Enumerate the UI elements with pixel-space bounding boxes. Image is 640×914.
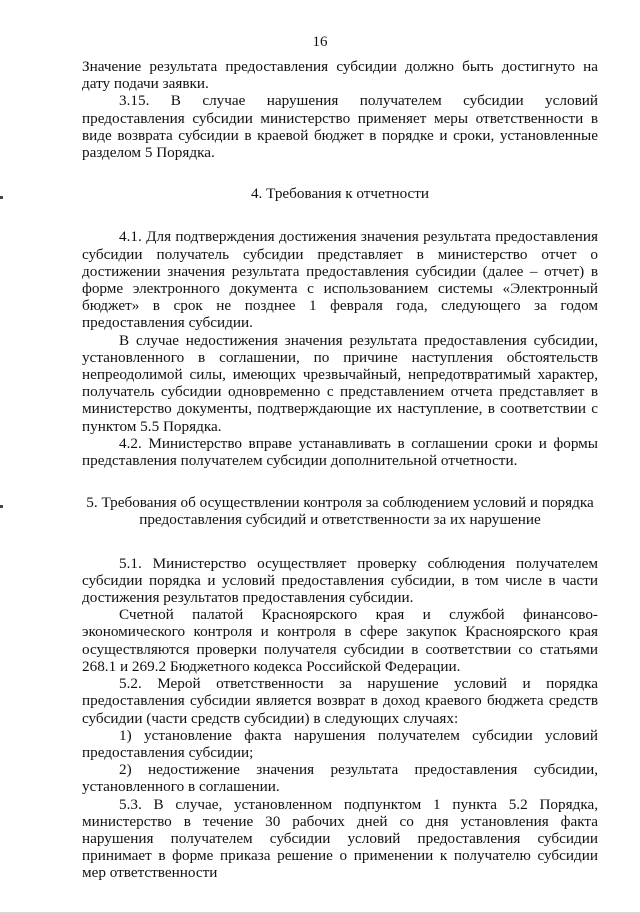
paragraph: 5.2. Мерой ответственности за нарушение условий и порядка предоставления субсидии является возврат в доход краевого бюджета средств субсидии (части средств субсидии) в следующих случаях:	[82, 675, 598, 727]
paragraph: Счетной палатой Красноярского края и службой финансово-экономического контроля и контроля в сфере закупок Красноярского края осуществляются проверки получателя субсидии в соответствии со статьями 268.1 и 269.2 Бюджетного кодекса Российской Федерации.	[82, 606, 598, 675]
list-item: 1) установление факта нарушения получателем субсидии условий предоставления субсидии;	[82, 726, 598, 761]
paragraph: В случае недостижения значения результата предоставления субсидии, установленного в соглашении, по причине наступления обстоятельств непреодолимой силы, имеющих чрезвычайный, непредотвратимый характер, получатель субсидии одновременно с представлением отчета представляет в министерство документы, подтверждающие их наступление, в соответствии с пунктом 5.5 Порядка.	[82, 331, 598, 435]
paragraph: 4.2. Министерство вправе устанавливать в соглашении сроки и формы представления получателем субсидии дополнительной отчетности.	[82, 434, 598, 470]
section-heading-line: предоставления субсидий и ответственности за их нарушение	[139, 511, 541, 529]
list-item: 2) недостижение значения результата предоставления субсидии, установленного в соглашении.	[82, 761, 598, 796]
paragraph: Значение результата предоставления субсидии должно быть достигнуто на дату подачи заявки.	[82, 58, 598, 93]
page-number: 16	[312, 34, 328, 50]
scan-speck	[0, 196, 3, 199]
paragraph: 5.3. В случае, установленном подпунктом 1 пункта 5.2 Порядка, министерство в течение 30 рабочих дней со дня установления факта нарушения получателем субсидии условий предоставления субсидии принимает в форме приказа решение о применении к получателю субсидии мер ответственности	[82, 795, 598, 882]
scan-speck	[0, 505, 3, 508]
document-body	[82, 58, 598, 882]
paragraph: 4.1. Для подтверждения достижения значения результата предоставления субсидии получатель субсидии представляет в министерство отчет о достижении значения результата предоставления субсидии (далее – отчет) в форме электронного документа с использованием системы «Электронный бюджет» в срок не позднее 1 февраля года, следующего за годом предоставления субсидии.	[82, 228, 598, 332]
section-heading-line: 5. Требования об осуществлении контроля за соблюдением условий и порядка	[86, 494, 594, 512]
paragraph: 3.15. В случае нарушения получателем субсидии условий предоставления субсидии министерство применяет меры ответственности в виде возврата субсидии в краевой бюджет в порядке и сроки, установленные разделом 5 Порядка.	[82, 92, 598, 162]
paragraph: 5.1. Министерство осуществляет проверку соблюдения получателем субсидии порядка и условий предоставления субсидии, в том числе в части достижения результатов предоставления субсидии.	[82, 554, 598, 607]
section-heading: 4. Требования к отчетности	[250, 185, 430, 203]
section-heading	[82, 494, 598, 528]
